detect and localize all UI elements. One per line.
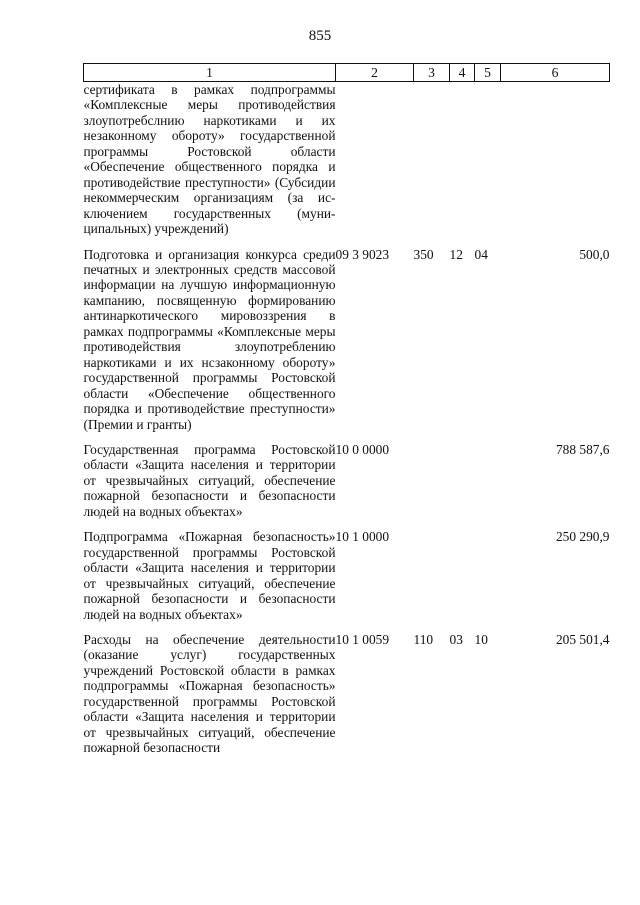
- row-expense-type: [414, 442, 450, 529]
- header-col-6: 6: [501, 64, 610, 82]
- row-amount: 205 501,4: [555, 631, 610, 647]
- row-description: Расходы на обеспечение деятельности (оказание услуг) государственных учреждений Ростовской области в рамках подпрограммы «Пожарная безопасность» государственной программы Ростовской области «Защита населения и территории от чрезвычайных ситуаций, обеспечение пожарной безопасности: [83, 631, 336, 756]
- row-target-code: [336, 82, 414, 247]
- row-expense-type: [414, 529, 450, 632]
- table-row: [84, 247, 610, 442]
- row-section: 12: [449, 246, 463, 262]
- row-subsection: [475, 82, 501, 247]
- row-description: Подпрограмма «Пожарная безопасность» государственной программы Ростовской области «Защита населения и территории от чрезвычайных ситуаций, обеспечение пожарной безопасности и безопасности людей на водных объектах»: [83, 529, 336, 622]
- row-subsection: 04: [474, 246, 488, 262]
- header-col-4: 4: [450, 64, 475, 82]
- row-description: сертификата в рамках подпрограммы «Комплексные меры противодействия злоупотребслнию наркотиками и их незаконному обороту» государственной программы Ростовской области «Обеспечение общественного порядка и противодействие преступности» (Субсидии некоммерческим организациям (за исключением государственных (муниципальных) учреждений): [83, 82, 336, 237]
- row-subsection: 10: [474, 631, 488, 647]
- row-amount: 788 587,6: [555, 441, 610, 457]
- row-section: [450, 529, 475, 632]
- row-amount: [501, 82, 610, 247]
- row-subsection: [475, 529, 501, 632]
- header-row: [84, 64, 610, 82]
- row-target-code: 10 1 0000: [335, 529, 390, 545]
- page-number: 855: [308, 28, 332, 44]
- row-target-code: 10 0 0000: [335, 441, 390, 457]
- row-subsection: [475, 442, 501, 529]
- budget-table: [83, 63, 610, 756]
- table-row: [84, 82, 610, 247]
- row-description: Государственная программа Ростовской области «Защита населения и территории от чрезвычайных ситуаций, обеспечение пожарной безопасности и безопасности людей на водных объектах»: [83, 441, 336, 519]
- row-target-code: 10 1 0059: [335, 631, 390, 647]
- header-col-1: 1: [84, 64, 336, 82]
- row-section: [450, 82, 475, 247]
- row-amount: 250 290,9: [555, 529, 610, 545]
- row-amount: 500,0: [579, 246, 610, 262]
- header-col-2: 2: [336, 64, 414, 82]
- row-expense-type: [414, 82, 450, 247]
- header-col-5: 5: [475, 64, 501, 82]
- row-section: 03: [449, 631, 463, 647]
- row-expense-type: 350: [413, 246, 434, 262]
- row-description: Подготовка и организация конкурса среди печатных и электронных средств массовой информации на лучшую информационную кампанию, посвященную формированию антинаркотического мировоззрения в рамках подпрограммы «Комплексные меры противодействия злоупотреблению наркотиками и их нсзаконному обороту» государственной программы Ростовской области «Обеспечение общественного порядка и противодействие преступности» (Премии и гранты): [83, 246, 336, 432]
- header-col-3: 3: [414, 64, 450, 82]
- row-target-code: 09 3 9023: [335, 246, 390, 262]
- row-section: [450, 442, 475, 529]
- table-row: [84, 632, 610, 756]
- row-expense-type: 110: [413, 631, 434, 647]
- table-row: [84, 442, 610, 529]
- table-row: [84, 529, 610, 632]
